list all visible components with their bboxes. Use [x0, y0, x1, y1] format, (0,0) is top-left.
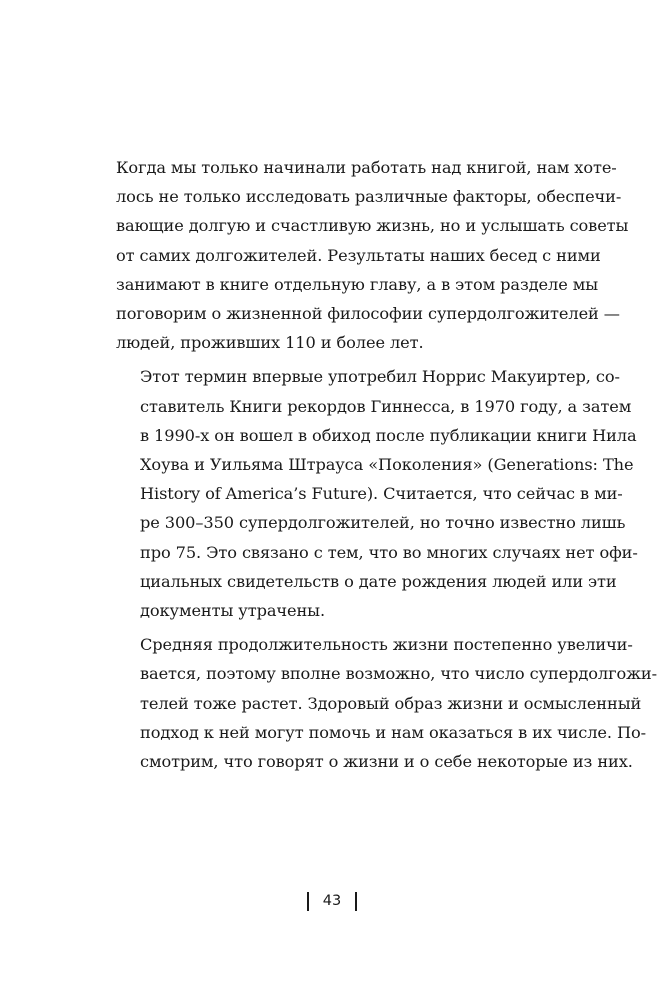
text-line: Средняя продолжительность жизни постепенно увеличи-	[140, 635, 633, 655]
text-line: смотрим, что говорят о жизни и о себе некоторые из них.	[140, 752, 633, 772]
text-line: циальных свидетельств о дате рождения людей или эти	[140, 571, 617, 591]
text-line: Хоува и Уильяма Штрауса «Поколения» (Generations: The	[140, 455, 634, 475]
text-line: про 75. Это связано с тем, что во многих случаях нет офи-	[140, 542, 638, 562]
text-line: в 1990-х он вошел в обиход после публикации книги Нила	[140, 425, 637, 445]
text-line: History of America’s Future). Считается, что сейчас в ми-	[140, 484, 623, 504]
paragraph-2	[116, 362, 638, 625]
text-line: вается, поэтому вполне возможно, что число супердолгожи-	[140, 664, 657, 684]
text-line: поговорим о жизненной философии супердолгожителей —	[116, 304, 620, 324]
text-line: ре 300–350 супердолгожителей, но точно известно лишь	[140, 513, 626, 533]
text-line: от самих долгожителей. Результаты наших бесед с ними	[116, 245, 601, 265]
text-line: вающие долгую и счастливую жизнь, но и услышать советы	[116, 216, 629, 236]
paragraph-1	[116, 153, 629, 357]
text-line: ставитель Книги рекордов Гиннесса, в 1970 году, а затем	[140, 396, 632, 416]
text-line: людей, проживших 110 и более лет.	[116, 333, 424, 353]
text-line: подход к ней могут помочь и нам оказаться в их числе. По-	[140, 722, 646, 742]
paragraph-3	[116, 630, 657, 776]
text-line: лось не только исследовать различные факторы, обеспечи-	[116, 187, 622, 207]
page-number: 43	[322, 893, 342, 909]
text-line: Этот термин впервые употребил Норрис Макуиртер, со-	[140, 367, 620, 387]
page-number-right-rule	[355, 892, 357, 911]
text-line: документы утрачены.	[140, 601, 325, 621]
page-footer	[0, 889, 664, 913]
text-line: занимают в книге отдельную главу, а в этом разделе мы	[116, 274, 599, 294]
body-text	[116, 153, 657, 776]
text-line: Когда мы только начинали работать над книгой, нам хоте-	[116, 158, 617, 177]
text-line: телей тоже растет. Здоровый образ жизни и осмысленный	[140, 693, 642, 713]
